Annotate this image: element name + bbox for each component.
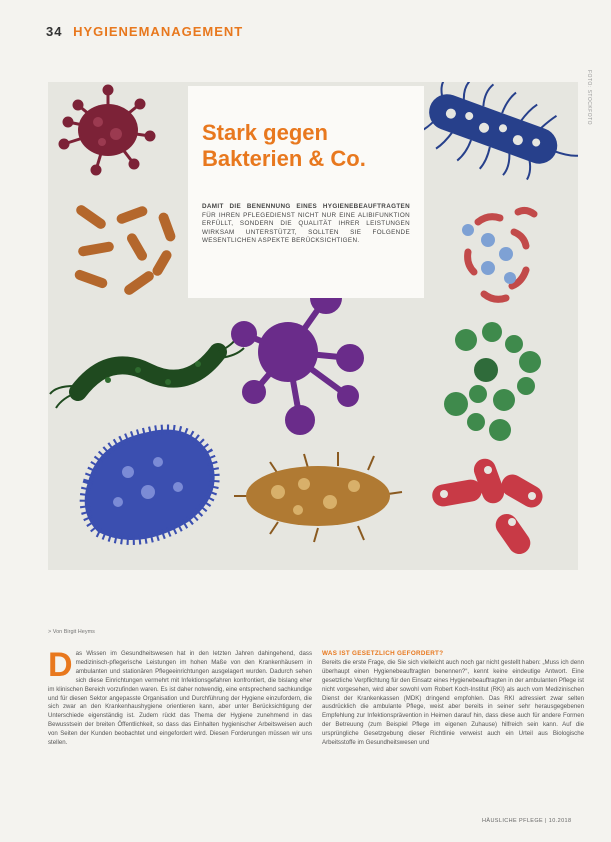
body-text-1: as Wissen im Gesundheitswesen hat in den letzten Jahren dahingehend, dass medizinisch-pflegerische Leistungen im hohen Maße von den Krankenhäusern in ambulanten und stationären Pflegeeinrichtungen ausgelagert wurden. Dadurch sehen sich diese Einrichtungen vermehrt mit Infektionsgefahren konfrontiert, die bislang eher im klinischen Bereich vorzufinden waren. Es ist daher notwendig, eine entsprechend sachkundige und für diesen Sektor angepasste Organisation und Durchführung der Hygiene einzufordern, die sich zwar an den Krankenhaushygiene orientieren kann, aber unter Berücksichtigung der Unterschiede eigenständig ist. Zudem rückt das Thema der Hygiene zunehmend in das Bewusstsein der breiten Öffentlichkeit, so dass das Einhalten hygienischer Arbeitsweisen auch von Seiten der Kunden beobachtet und eingefordert wird. Diesen Forderungen müssen wir uns stellen. (48, 650, 312, 747)
spirillum-green-icon (50, 336, 244, 408)
coccus-green-icon (444, 322, 541, 441)
body-column-2 (322, 650, 584, 748)
virus-purple-icon (234, 285, 361, 432)
lead-text: FÜR IHREN PFLEGEDIENST NICHT NUR EINE ALIBIFUNKTION ERFÜLLT, SONDERN DIE QUALITÄT IHRER LEISTUNGEN WIRKSAM UNTERSTÜTZT, SOLLTEN SIE FOLGENDE WESENTLICHEN ASPEKTE BERÜCKSICHTIGEN. (202, 211, 410, 245)
page-header (46, 24, 243, 39)
title-line-1: Stark gegen (202, 120, 328, 145)
author-byline: > Von Birgit Heyms (48, 629, 95, 635)
body-column-1 (48, 646, 312, 748)
title-line-2: Bakterien & Co. (202, 146, 366, 171)
chain-bacteria-icon (430, 456, 546, 559)
article-title (202, 120, 366, 172)
coccus-cluster-icon (462, 210, 534, 299)
drop-cap: D (48, 646, 73, 684)
lead-bold: DAMIT DIE BENENNUNG EINES HYGIENEBEAUFTRAGTEN (202, 203, 410, 210)
article-lead (202, 203, 410, 246)
section-title: HYGIENEMANAGEMENT (73, 24, 244, 39)
amoeba-blue-icon (85, 430, 215, 541)
subheading: WAS IST GESETZLICH GEFORDERT? (322, 650, 444, 657)
rod-bacteria-icon (73, 203, 177, 297)
body-text-2: Bereits die erste Frage, die Sie sich vielleicht auch noch gar nicht gestellt haben: „Muss ich denn überhaupt einen Hygienebeauftragten benennen?“, kennt keine eindeutige Antwort. Eine gesetzliche Verpflichtung für den Einsatz eines Hygienebeauftragten in der ambulanten Pflege ist nicht vorgesehen, wird aber sowohl vom Robert Koch-Institut (RKI) als auch vom Medizinischen Dienst der Krankenkassen (MDK) dringend empfohlen. Das RKI adressiert zwar selten ausdrücklich die ambulante Pflege, weist aber bereits in seiner sehr herausgegebenen Empfehlung zur Infektionsprävention in Heimen darauf hin, dass diese auch für andere Formen der Betreuung (zum Beispiel Pflege im eigenen Zuhause) hilfreich sein kann. Auf die ursprüngliche Gesetzgebung dieser Richtlinie verweist auch ein Urteil aus Biologische Arbeitsstoffe im Gesundheitswesen und (322, 658, 584, 747)
bacterium-brown-icon (234, 452, 402, 542)
title-box (188, 86, 424, 298)
bacillus-blue-icon (412, 82, 578, 201)
page-footer: HÄUSLICHE PFLEGE | 10.2018 (482, 818, 572, 824)
page-number: 34 (46, 24, 63, 39)
photo-credit: FOTO: STOCKFOTO (586, 70, 592, 126)
virus-maroon-icon (60, 86, 154, 174)
